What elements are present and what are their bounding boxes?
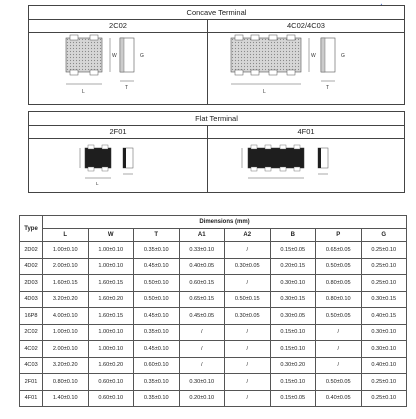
type-cell: 2F01 <box>20 374 43 391</box>
table-cell: 1.60±0.20 <box>88 291 134 308</box>
table-cell: 0.30±0.10 <box>361 341 407 358</box>
type-cell: 4F01 <box>20 390 43 407</box>
table-cell: / <box>316 324 362 341</box>
table-cell: 1.00±0.10 <box>88 341 134 358</box>
table-cell: 0.60±0.10 <box>88 390 134 407</box>
table-cell: 0.30±0.10 <box>179 374 225 391</box>
type-cell: 4D03 <box>20 291 43 308</box>
table-cell: 0.35±0.10 <box>134 390 180 407</box>
table-cell: / <box>179 341 225 358</box>
table-cell: 0.30±0.05 <box>225 258 271 275</box>
concave-2c02-diagram <box>60 32 170 102</box>
table-cell: 0.15±0.05 <box>270 242 316 259</box>
concave-4c02-diagram <box>225 32 385 102</box>
dim-g-label: G <box>140 53 144 59</box>
table-cell: 1.00±0.10 <box>43 242 89 259</box>
dim-t-label: T <box>326 85 330 91</box>
table-row <box>20 341 407 358</box>
table-cell: 3.20±0.20 <box>43 357 89 374</box>
table-cell: 0.30±0.15 <box>270 291 316 308</box>
type-cell: 4C02 <box>20 341 43 358</box>
table-cell: 0.60±0.10 <box>88 374 134 391</box>
table-cell: 1.60±0.15 <box>88 308 134 325</box>
table-cell: 0.15±0.10 <box>270 341 316 358</box>
table-cell: 1.00±0.10 <box>88 258 134 275</box>
table-cell: 0.80±0.10 <box>43 374 89 391</box>
type-header: Type <box>20 216 43 242</box>
table-cell: 0.40±0.15 <box>361 308 407 325</box>
table-cell: 0.60±0.15 <box>179 275 225 292</box>
table-cell: 0.35±0.10 <box>134 324 180 341</box>
table-cell: / <box>225 341 271 358</box>
table-cell: 0.25±0.10 <box>361 275 407 292</box>
column-header: B <box>270 229 316 242</box>
dim-l-label: L <box>263 89 266 95</box>
table-cell: 1.60±0.15 <box>43 275 89 292</box>
type-cell: 4D02 <box>20 258 43 275</box>
table-row <box>20 357 407 374</box>
column-header: L <box>43 229 89 242</box>
dim-w-label: W <box>311 53 316 59</box>
table-cell: 0.45±0.10 <box>134 341 180 358</box>
table-row <box>20 258 407 275</box>
table-cell: 0.80±0.10 <box>316 291 362 308</box>
table-cell: / <box>316 341 362 358</box>
column-header: A1 <box>179 229 225 242</box>
table-cell: 3.20±0.20 <box>43 291 89 308</box>
table-cell: 2.00±0.10 <box>43 341 89 358</box>
table-row <box>20 374 407 391</box>
column-header: G <box>361 229 407 242</box>
table-cell: / <box>225 357 271 374</box>
table-cell: 0.50±0.05 <box>316 308 362 325</box>
table-cell: 0.40±0.05 <box>179 258 225 275</box>
table-cell: 0.30±0.05 <box>270 308 316 325</box>
table-row <box>20 275 407 292</box>
table-cell: 0.30±0.05 <box>225 308 271 325</box>
table-cell: / <box>225 374 271 391</box>
type-cell: 2C02 <box>20 324 43 341</box>
table-row <box>20 324 407 341</box>
table-cell: 0.30±0.15 <box>361 291 407 308</box>
table-cell: 0.15±0.10 <box>270 324 316 341</box>
table-row <box>20 291 407 308</box>
table-cell: 0.65±0.05 <box>316 242 362 259</box>
table-cell: 0.30±0.10 <box>270 275 316 292</box>
table-row <box>20 308 407 325</box>
flat-4f01-diagram <box>238 140 358 190</box>
table-cell: 0.20±0.10 <box>179 390 225 407</box>
table-cell: / <box>225 324 271 341</box>
table-cell: 4.00±0.10 <box>43 308 89 325</box>
table-cell: 0.45±0.10 <box>134 308 180 325</box>
table-cell: 1.40±0.10 <box>43 390 89 407</box>
table-cell: 0.20±0.15 <box>270 258 316 275</box>
table-cell: 0.25±0.10 <box>361 258 407 275</box>
table-cell: 0.35±0.10 <box>134 242 180 259</box>
column-header: P <box>316 229 362 242</box>
table-cell: 0.15±0.10 <box>270 374 316 391</box>
table-cell: / <box>225 275 271 292</box>
table-cell: 1.00±0.10 <box>88 242 134 259</box>
type-cell: 16P8 <box>20 308 43 325</box>
table-cell: / <box>316 357 362 374</box>
table-cell: / <box>225 390 271 407</box>
table-cell: / <box>225 242 271 259</box>
column-header: T <box>134 229 180 242</box>
table-cell: 0.25±0.10 <box>361 242 407 259</box>
table-cell: 0.50±0.10 <box>134 291 180 308</box>
type-cell: 2D03 <box>20 275 43 292</box>
table-cell: 0.50±0.10 <box>134 275 180 292</box>
concave-terminal-title: Concave Terminal <box>29 6 404 20</box>
table-cell: 0.45±0.05 <box>179 308 225 325</box>
table-cell: 1.00±0.10 <box>88 324 134 341</box>
table-cell: 0.50±0.15 <box>225 291 271 308</box>
table-cell: 0.60±0.10 <box>134 357 180 374</box>
table-cell: 0.35±0.10 <box>134 374 180 391</box>
dim-l-label: L <box>96 181 99 186</box>
flat-2f01-diagram <box>75 140 155 190</box>
concave-4c02-label: 4C02/4C03 <box>208 20 404 33</box>
table-cell: 2.00±0.10 <box>43 258 89 275</box>
dim-l-label: L <box>82 89 85 95</box>
table-cell: / <box>179 324 225 341</box>
table-cell: 1.60±0.20 <box>88 357 134 374</box>
flat-4f01-label: 4F01 <box>208 126 404 139</box>
table-cell: 0.33±0.10 <box>179 242 225 259</box>
table-cell: 0.15±0.05 <box>270 390 316 407</box>
table-cell: 0.25±0.10 <box>361 374 407 391</box>
dim-g-label: G <box>341 53 345 59</box>
type-cell: 2D02 <box>20 242 43 259</box>
dim-t-label: T <box>125 85 129 91</box>
table-cell: 0.25±0.10 <box>361 390 407 407</box>
type-cell: 4C03 <box>20 357 43 374</box>
dim-w-label: W <box>112 53 117 59</box>
table-row <box>20 390 407 407</box>
table-cell: / <box>179 357 225 374</box>
table-cell: 0.30±0.20 <box>270 357 316 374</box>
dimensions-table <box>19 215 407 407</box>
table-cell: 0.80±0.05 <box>316 275 362 292</box>
table-cell: 0.45±0.10 <box>134 258 180 275</box>
concave-2c02-label: 2C02 <box>29 20 207 33</box>
table-cell: 0.40±0.10 <box>361 357 407 374</box>
flat-terminal-title: Flat Terminal <box>29 112 404 126</box>
table-row <box>20 242 407 259</box>
column-header: A2 <box>225 229 271 242</box>
table-cell: 0.50±0.05 <box>316 374 362 391</box>
table-cell: 0.30±0.10 <box>361 324 407 341</box>
table-cell: 1.00±0.10 <box>43 324 89 341</box>
table-cell: 0.65±0.15 <box>179 291 225 308</box>
dimensions-header: Dimensions (mm) <box>43 216 407 229</box>
table-cell: 0.40±0.05 <box>316 390 362 407</box>
column-header: W <box>88 229 134 242</box>
flat-2f01-label: 2F01 <box>29 126 207 139</box>
table-cell: 0.50±0.05 <box>316 258 362 275</box>
table-cell: 1.60±0.15 <box>88 275 134 292</box>
